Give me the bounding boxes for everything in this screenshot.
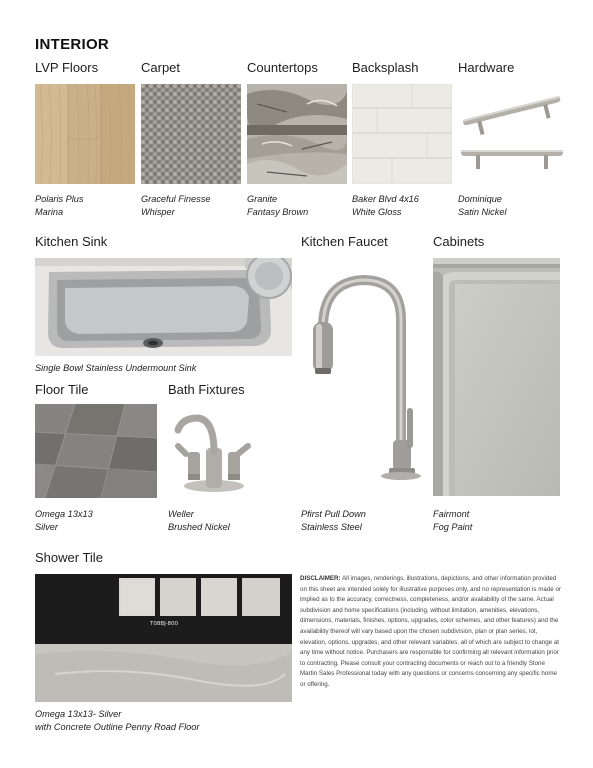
heading-countertops: Countertops [247,60,318,75]
kitchen-faucet-image [301,258,427,498]
caption-bath-fixtures [168,508,230,534]
heading-backsplash: Backsplash [352,60,419,75]
caption-backsplash-line2: White Gloss [352,207,402,217]
caption-faucet-line2: Stainless Steel [301,522,362,532]
caption-cabinets-line1: Fairmont [433,509,470,519]
shower-tile-sample-tag: T08BJ-800 [147,621,181,627]
caption-hardware-line1: Dominique [458,194,502,204]
heading-lvp-floors: LVP Floors [35,60,99,75]
heading-hardware: Hardware [458,60,515,75]
caption-cabinets [433,508,472,534]
caption-kitchen-sink: Single Bowl Stainless Undermount Sink [35,363,197,373]
caption-countertops-line1: Granite [247,194,278,204]
page-title: INTERIOR [35,36,110,53]
heading-cabinets: Cabinets [433,234,485,249]
caption-backsplash [352,193,419,219]
caption-lvp-floors [35,193,84,219]
caption-shower-line1: Omega 13x13- Silver [35,709,122,719]
caption-countertops [247,193,308,219]
caption-floor-tile-line1: Omega 13x13 [35,509,93,519]
bath-faucet-image [168,404,260,498]
carpet-swatch-image [141,84,241,184]
caption-carpet-line2: Whisper [141,207,175,217]
caption-faucet-line1: Pfirst Pull Down [301,509,366,519]
floor-tile-swatch-image [35,404,157,498]
caption-bath-line1: Weller [168,509,194,519]
lvp-floor-swatch-image [35,84,135,184]
kitchen-sink-image [35,258,292,356]
cabinet-door-swatch-image [433,258,560,496]
caption-lvp-line1: Polaris Plus [35,194,84,204]
heading-kitchen-sink: Kitchen Sink [35,234,108,249]
disclaimer-label: DISCLAIMER: [300,575,341,582]
heading-carpet: Carpet [141,60,181,75]
caption-bath-line2: Brushed Nickel [168,522,230,532]
backsplash-tile-swatch-image [352,84,452,184]
hardware-pull-image [458,84,564,184]
caption-countertops-line2: Fantasy Brown [247,207,309,217]
caption-floor-tile [35,508,93,534]
heading-kitchen-faucet: Kitchen Faucet [301,234,388,249]
caption-carpet-line1: Graceful Finesse [141,194,211,204]
caption-hardware-line2: Satin Nickel [458,207,507,217]
disclaimer-text [300,574,562,691]
heading-floor-tile: Floor Tile [35,382,89,397]
shower-tile-image [35,574,292,702]
caption-kitchen-faucet [301,508,366,534]
caption-backsplash-line1: Baker Blvd 4x16 [352,194,419,204]
disclaimer-body: All images, renderings, illustrations, depictions, and other information provided on this sheet are intended solely for illustrative purposes only, and no representation is made or implied as to the accuracy, correctness, completeness, and/or availability of the same. Actual subdivision and home specifications (including, without limitation, amenities, elevations, dimensions, materials, finishes, options, upgrades, color schemes, and other features) and the availability thereof will vary based upon the chosen subdivision, plan or plan series, lot, elevation, options, upgrades, and other relevant variables, all of which are subject to change at any time without notice. Purchasers are responsible for confirming all relevant information prior to contracting. Please consult your contracting documents or reach out to a friendly Stone Martin Sales Professional today with any questions or concerns concerning any specific home or offering. [300,575,561,688]
caption-shower-line2: with Concrete Outline Penny Road Floor [35,722,200,732]
caption-shower-tile [35,708,199,734]
caption-floor-tile-line2: Silver [35,522,58,532]
caption-cabinets-line2: Fog Paint [433,522,473,532]
caption-carpet [141,193,210,219]
caption-lvp-line2: Marina [35,207,64,217]
heading-shower-tile: Shower Tile [35,550,103,565]
countertop-granite-swatch-image [247,84,347,184]
caption-hardware [458,193,507,219]
heading-bath-fixtures: Bath Fixtures [168,382,245,397]
